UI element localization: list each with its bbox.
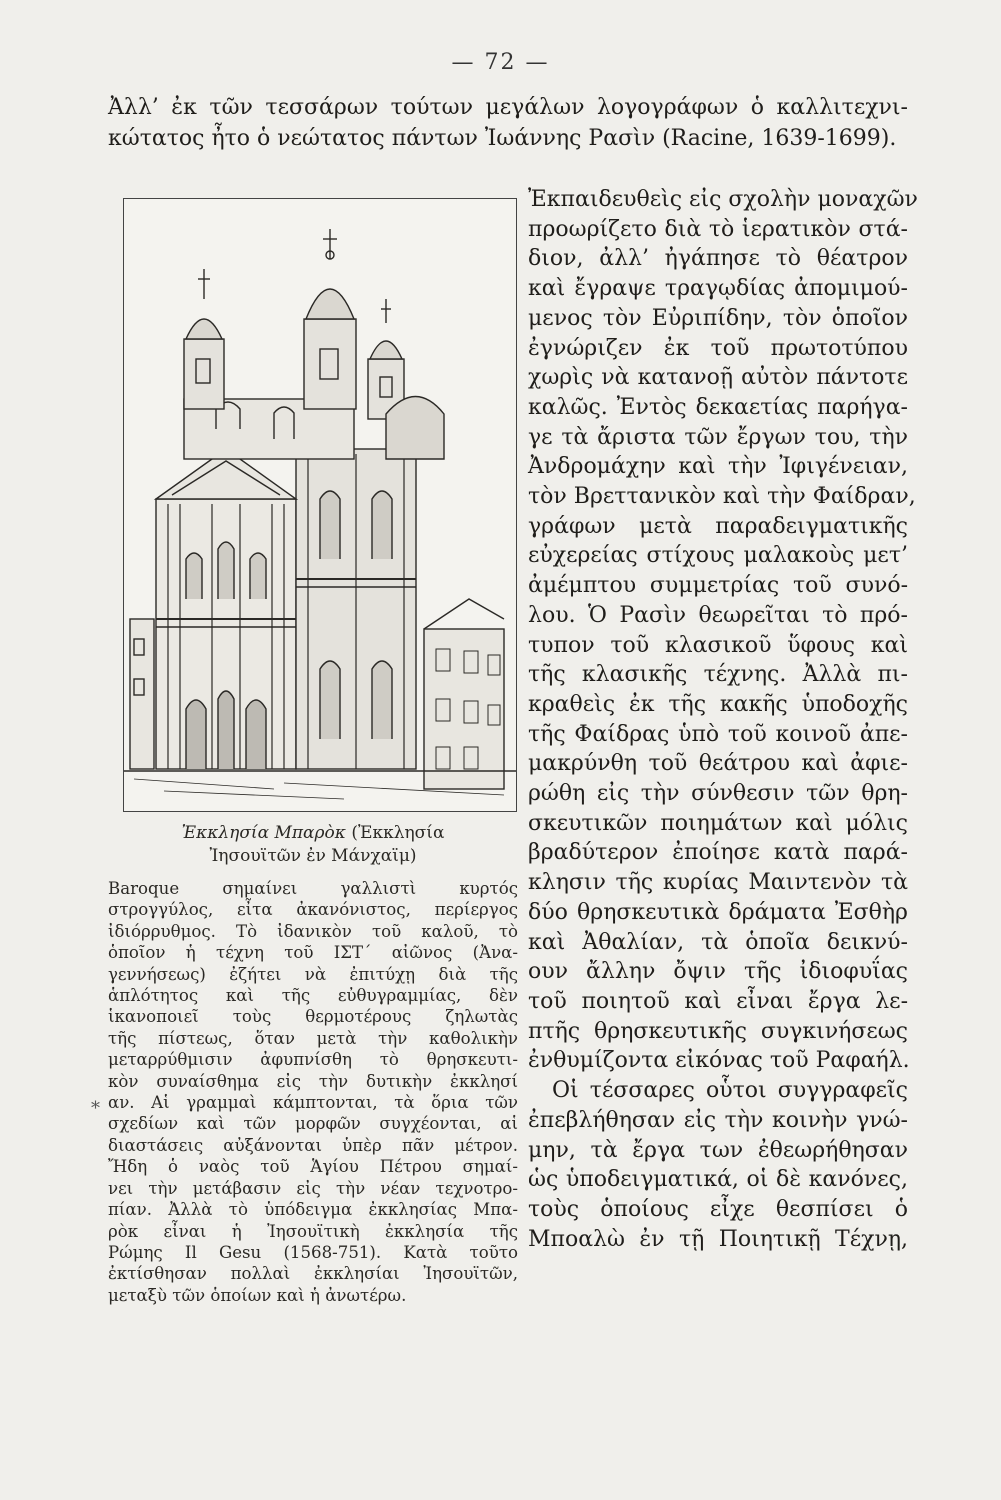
caption-title: Ἐκκλησία Μπαρὸκ bbox=[181, 823, 346, 843]
left-line: ἱκανοποιεῖ τοὺς θερμοτέρους ζηλωτὰς bbox=[108, 1007, 518, 1027]
intro-line: Ἀλλ’ ἐκ τῶν τεσσάρων τούτων μεγάλων λογογράφων ὁ καλλιτεχνι- bbox=[108, 95, 908, 120]
right-line: κλησιν τῆς κυρίας Μαιντενὸν τὰ bbox=[528, 870, 908, 896]
left-line: τῆς πίστεως, ὅταν μετὰ τὴν καθολικὴν bbox=[108, 1028, 518, 1048]
margin-mark: * bbox=[91, 1098, 100, 1119]
right-line: τῆς κλασικῆς τέχνης. Ἀλλὰ πι- bbox=[528, 662, 908, 688]
left-line: ὁποῖον ἡ τέχνη τοῦ ΙΣΤ΄ αἰῶνος (Ἀνα- bbox=[108, 943, 518, 963]
right-line: διον, ἀλλ’ ἠγάπησε τὸ θέατρον bbox=[528, 246, 908, 272]
left-line: στρογγύλος, εἶτα ἀκανόνιστος, περίεργος bbox=[108, 900, 518, 920]
right-line: ἀμέμπτου συμμετρίας τοῦ συνό- bbox=[528, 573, 908, 599]
right-line: γε τὰ ἄριστα τῶν ἔργων του, τὴν bbox=[528, 424, 908, 450]
left-line: νει τὴν μετάβασιν εἰς τὴν νέαν τεχνοτρο- bbox=[108, 1178, 518, 1198]
right-line: ἐγνώριζεν ἐκ τοῦ πρωτοτύπου bbox=[528, 335, 908, 361]
right-line: δύο θρησκευτικὰ δράματα Ἐσθὴρ bbox=[528, 899, 908, 925]
figure-caption bbox=[108, 822, 518, 868]
right-line: γράφων μετὰ παραδειγματικῆς bbox=[528, 513, 908, 539]
church-engraving-icon bbox=[124, 199, 516, 811]
right-line: Οἱ τέσσαρες οὗτοι συγγραφεῖς bbox=[552, 1078, 908, 1104]
right-line: ὡς ὑποδειγματικά, οἱ δὲ κανόνες, bbox=[528, 1167, 908, 1193]
right-line: προωρίζετο διὰ τὸ ἱερατικὸν στά- bbox=[528, 216, 908, 242]
left-line: μεταξὺ τῶν ὁποίων καὶ ἡ ἀνωτέρω. bbox=[108, 1285, 407, 1305]
right-line: καὶ Ἀθαλίαν, τὰ ὁποῖα δεικνύ- bbox=[528, 929, 908, 955]
left-column-note bbox=[108, 878, 518, 1306]
left-line: σχεδίων καὶ τῶν μορφῶν συγχέονται, αἱ bbox=[108, 1114, 518, 1134]
right-line: βραδύτερον ἐποίησε κατὰ παρά- bbox=[528, 840, 908, 866]
right-column-text bbox=[528, 185, 918, 1254]
left-line: κὸν συναίσθημα εἰς τὴν δυτικὴν ἐκκλησί bbox=[108, 1071, 518, 1091]
right-line: ουν ἄλλην ὄψιν τῆς ἰδιοφυΐας bbox=[528, 959, 908, 985]
right-line: μενος τὸν Εὐριπίδην, τὸν ὁποῖον bbox=[528, 305, 908, 331]
right-line: καὶ ἔγραψε τραγῳδίας ἀπομιμού- bbox=[528, 276, 908, 302]
caption-subtitle-a: (Ἐκκλησία bbox=[351, 823, 445, 843]
right-line: Ἀνδρομάχην καὶ τὴν Ἰφιγένειαν, bbox=[528, 454, 908, 480]
right-line: ἐπεβλήθησαν εἰς τὴν κοινὴν γνώ- bbox=[528, 1107, 908, 1133]
right-line: ἐνθυμίζοντα εἰκόνας τοῦ Ραφαήλ. bbox=[528, 1048, 910, 1074]
intro-line: κώτατος ἦτο ὁ νεώτατος πάντων Ἰωάννης Ρασὶν (Racine, 1639-1699). bbox=[108, 126, 897, 151]
right-line: καλῶς. Ἐντὸς δεκαετίας παρήγα- bbox=[528, 394, 908, 420]
right-line: λου. Ὁ Ρασὶν θεωρεῖται τὸ πρό- bbox=[528, 602, 908, 628]
intro-paragraph bbox=[108, 92, 908, 154]
right-line: μην, τὰ ἔργα των ἐθεωρήθησαν bbox=[528, 1137, 908, 1163]
right-line: εὐχερείας στίχους μαλακοὺς μετ’ bbox=[528, 543, 908, 569]
page-number: — 72 — bbox=[451, 50, 550, 75]
right-line: χωρὶς νὰ κατανοῇ αὐτὸν πάντοτε bbox=[528, 365, 908, 391]
left-line: πίαν. Ἀλλὰ τὸ ὑπόδειγμα ἐκκλησίας Μπα- bbox=[108, 1200, 518, 1220]
left-line: ἁπλότητος καὶ τῆς εὐθυγραμμίας, δὲν bbox=[108, 986, 518, 1006]
right-line: τοὺς ὁποίους εἶχε θεσπίσει ὁ bbox=[528, 1196, 908, 1222]
right-line: κραθεὶς ἐκ τῆς κακῆς ὑποδοχῆς bbox=[528, 691, 908, 717]
left-line: ἰδιόρρυθμος. Τὸ ἰδανικὸν τοῦ καλοῦ, τὸ bbox=[108, 921, 518, 941]
right-line: σκευτικῶν ποιημάτων καὶ μόλις bbox=[528, 810, 908, 836]
right-line: Μποαλὼ ἐν τῇ Ποιητικῇ Τέχνῃ, bbox=[528, 1226, 908, 1252]
left-line: μεταρρύθμισιν ἀφυπνίσθη τὸ θρησκευτι- bbox=[108, 1050, 518, 1070]
left-line: αν. Αἱ γραμμαὶ κάμπτονται, τὰ ὅρια τῶν bbox=[108, 1093, 518, 1113]
left-line: διαστάσεις αὐξάνονται ὑπὲρ πᾶν μέτρον. bbox=[108, 1135, 518, 1155]
caption-subtitle-b: Ἰησουϊτῶν ἐν Μάνχαϊμ) bbox=[209, 846, 417, 866]
right-line: τοῦ ποιητοῦ καὶ εἶναι ἔργα λε- bbox=[528, 988, 908, 1014]
left-line: Ἤδη ὁ ναὸς τοῦ Ἁγίου Πέτρου σημαί- bbox=[108, 1157, 518, 1177]
left-line: γεννήσεως) ἐζήτει νὰ ἐπιτύχῃ διὰ τῆς bbox=[108, 964, 518, 984]
right-line: τῆς Φαίδρας ὑπὸ τοῦ κοινοῦ ἀπε- bbox=[528, 721, 908, 747]
left-line: Baroque σημαίνει γαλλιστὶ κυρτός bbox=[108, 879, 518, 898]
church-engraving-figure bbox=[123, 198, 517, 812]
right-line: τυπον τοῦ κλασικοῦ ὕφους καὶ bbox=[528, 632, 908, 658]
right-line: τὸν Βρεττανικὸν καὶ τὴν Φαίδραν, bbox=[528, 484, 916, 510]
right-line: μακρύνθη τοῦ θεάτρου καὶ ἀφιε- bbox=[528, 751, 908, 777]
right-line: Ἐκπαιδευθεὶς εἰς σχολὴν μοναχῶν bbox=[528, 187, 918, 212]
left-line: Ρώμης Il Gesu (1568-751). Κατὰ τοῦτο bbox=[108, 1242, 518, 1262]
left-line: ἐκτίσθησαν πολλαὶ ἐκκλησίαι Ἰησουϊτῶν, bbox=[108, 1264, 518, 1284]
right-line: ρώθη εἰς τὴν σύνθεσιν τῶν θρη- bbox=[528, 781, 908, 807]
right-line: πτῆς θρησκευτικῆς συγκινήσεως bbox=[528, 1018, 908, 1044]
left-line: ρὸκ εἶναι ἡ Ἰησουϊτικὴ ἐκκλησία τῆς bbox=[108, 1221, 518, 1241]
